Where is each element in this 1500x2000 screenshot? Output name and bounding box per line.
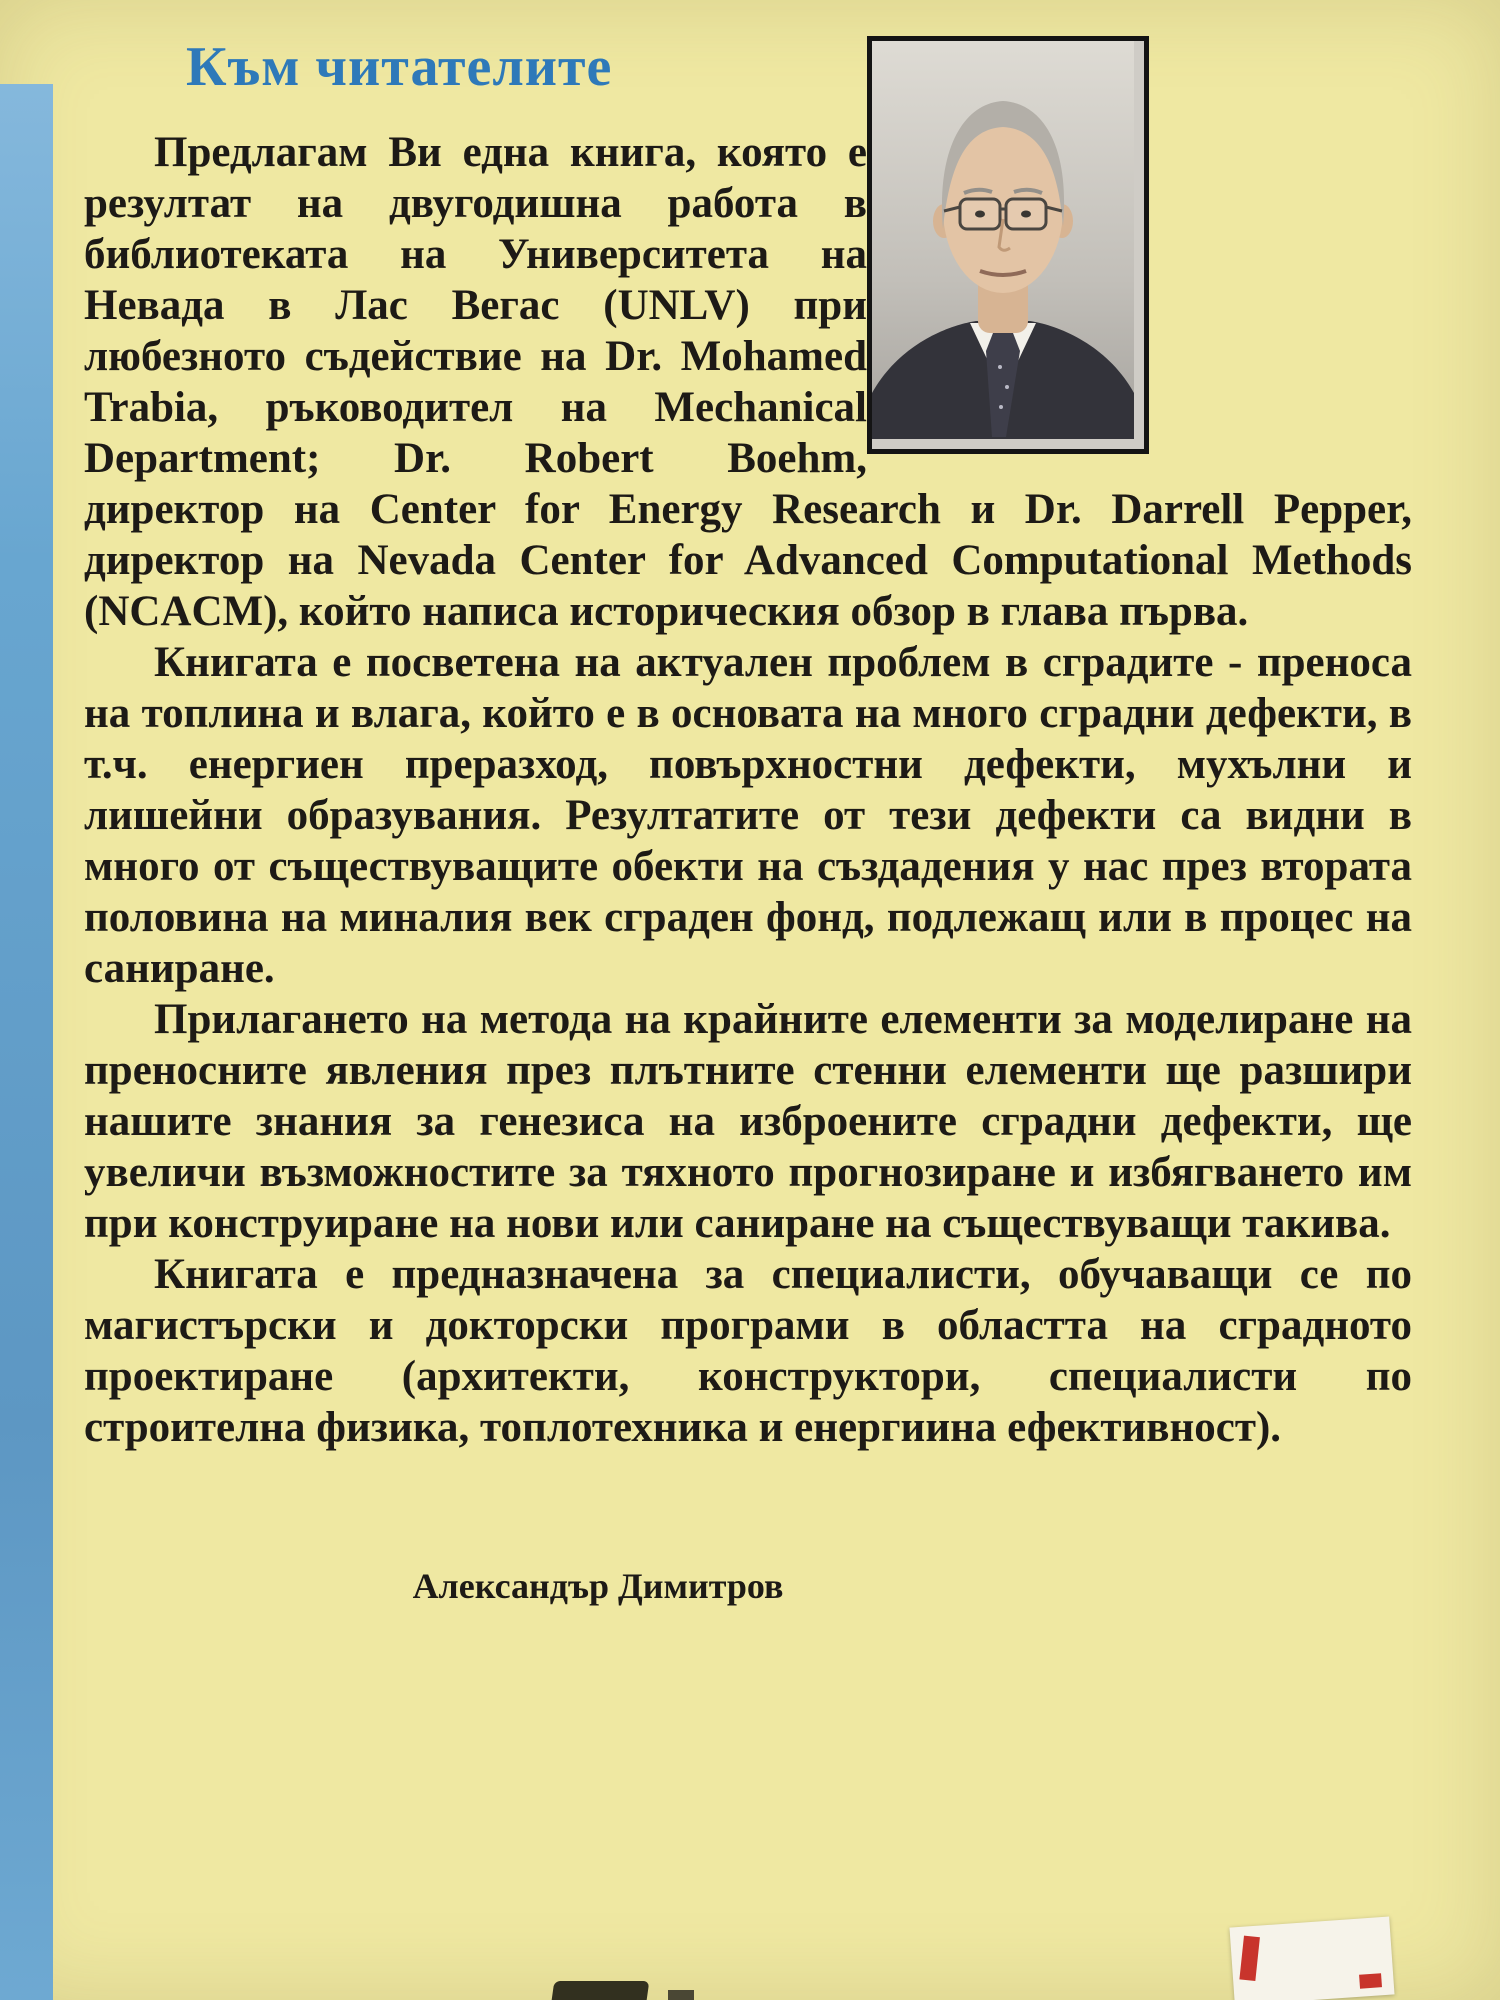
author-photo-frame <box>867 36 1149 454</box>
left-blue-stripe <box>0 84 53 2000</box>
paragraph-3: Прилагането на метода на крайните елементи за моделиране на преносните явления през плътните стенни елементи ще разшири нашите знания за генезиса на изброените сградни дефекти, ще увеличи възможностите за тяхното прогнозиране и избягването им при конструиране на нови или саниране на съществуващи такива. <box>84 995 1412 1247</box>
paragraph-4: Книгата е предназначена за специалисти, обучаващи се по магистърски и докторски програми в областта на сградното проектиране (архитекти, конструктори, специалисти по строителна физика, топлотехника и енергиина ефективност). <box>84 1250 1412 1451</box>
author-photo-area <box>867 26 1412 472</box>
sticker-red-dot <box>1359 1973 1382 1989</box>
sticker <box>1229 1917 1394 2000</box>
cut-off-print-artifact <box>552 1981 650 2000</box>
paragraph-2: Книгата е посветена на актуален проблем в сградите - преноса на топлина и влага, който е в основата на много сградни дефекти, в т.ч. енергиен преразход, повърхностни дефекти, мухълни и лишейни образувания. Резултатите от тези дефекти са видни в много от съществуващите обекти на създадения у нас през втората половина на миналия век сграден фонд, подлежащ или в процес на саниране. <box>84 638 1412 992</box>
page-title: Към читателите <box>186 36 613 98</box>
author-signature: Александър Димитров <box>412 1565 784 1606</box>
author-portrait <box>872 41 1134 439</box>
sticker-red-mark <box>1239 1936 1260 1981</box>
cut-off-print-artifact-small <box>668 1990 694 2000</box>
page-content <box>84 26 1412 1607</box>
paragraph-1: Предлагам Ви една книга, която е резултат на двугодишна работа в библиотеката на Университета на Невада в Лас Вегас (UNLV) при любезното съдействие на Dr. Mohamed Trabia, ръководител на Mechanical Department; Dr. Robert Boehm, директор на Center for Energy Research и Dr. Darrell Pepper, директор на Nevada Center for Advanced Computational Methods (NCACM), който написа историческия обзор в глава първа. <box>84 128 1412 635</box>
